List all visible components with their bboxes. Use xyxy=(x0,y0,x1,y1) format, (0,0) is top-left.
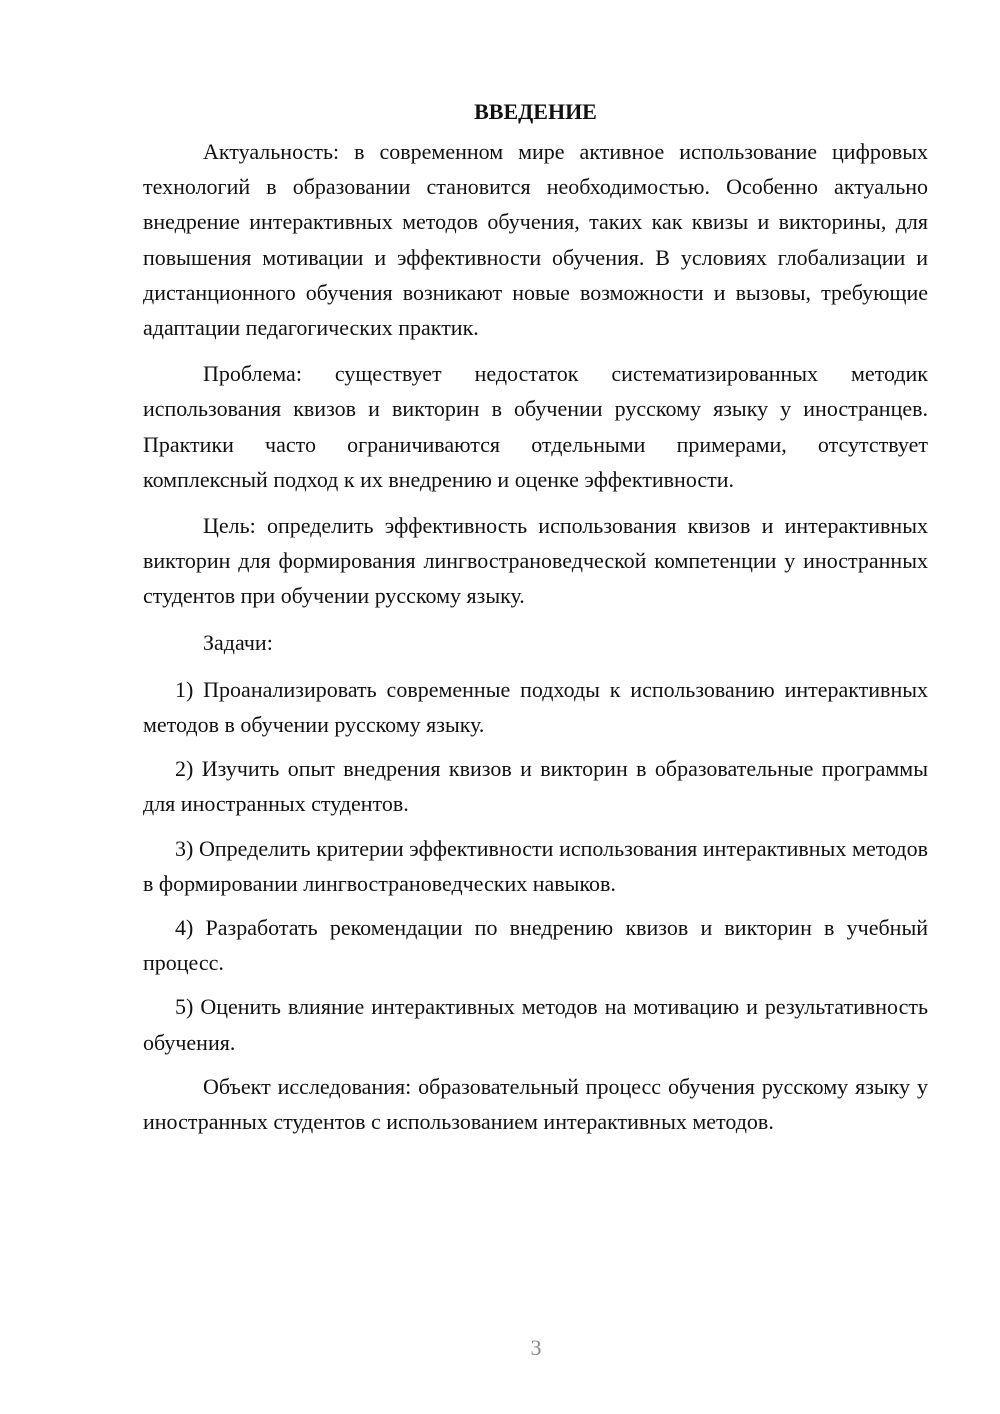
task-item: 1) Проанализировать современные подходы к использованию интерактивных методов в обучении русскому языку. xyxy=(143,676,928,738)
tasks-heading: Задачи: xyxy=(203,629,273,655)
page-number: 3 xyxy=(530,1335,542,1360)
task-item: 2) Изучить опыт внедрения квизов и викторин в образовательные программы для иностранных студентов. xyxy=(143,756,928,817)
paragraph-object: Объект исследования: образовательный процесс обучения русскому языку у иностранных студентов с использованием интерактивных методов. xyxy=(143,1073,928,1135)
task-item: 4) Разработать рекомендации по внедрению квизов и викторин в учебный процесс. xyxy=(143,915,928,976)
paragraph-actuality: Актуальность: в современном мире активное использование цифровых технологий в образовании становится необходимостью. Особенно актуально внедрение интерактивных методов обучения, таких как квизы и викторины, для повышения мотивации и эффективности обучения. В условиях глобализации и дистанционного обучения возникают новые возможности и вызовы, требующие адаптации педагогических практик. xyxy=(143,139,928,341)
task-item: 5) Оценить влияние интерактивных методов на мотивацию и результативность обучения. xyxy=(143,994,928,1055)
page-title: ВВЕДЕНИЕ xyxy=(474,99,597,124)
task-item: 3) Определить критерии эффективности использования интерактивных методов в формировании лингвострановедческих навыков. xyxy=(143,835,928,896)
paragraph-problem: Проблема: существует недостаток систематизированных методик использования квизов и викторин в обучении русскому языку у иностранцев. Практики часто ограничиваются отдельными примерами, отсутствует комплексный подход к их внедрению и оценке эффективности. xyxy=(143,361,928,492)
paragraph-goal: Цель: определить эффективность использования квизов и интерактивных викторин для формирования лингвострановедческой компетенции у иностранных студентов при обучении русскому языку. xyxy=(143,513,928,609)
page-content xyxy=(143,94,928,1150)
